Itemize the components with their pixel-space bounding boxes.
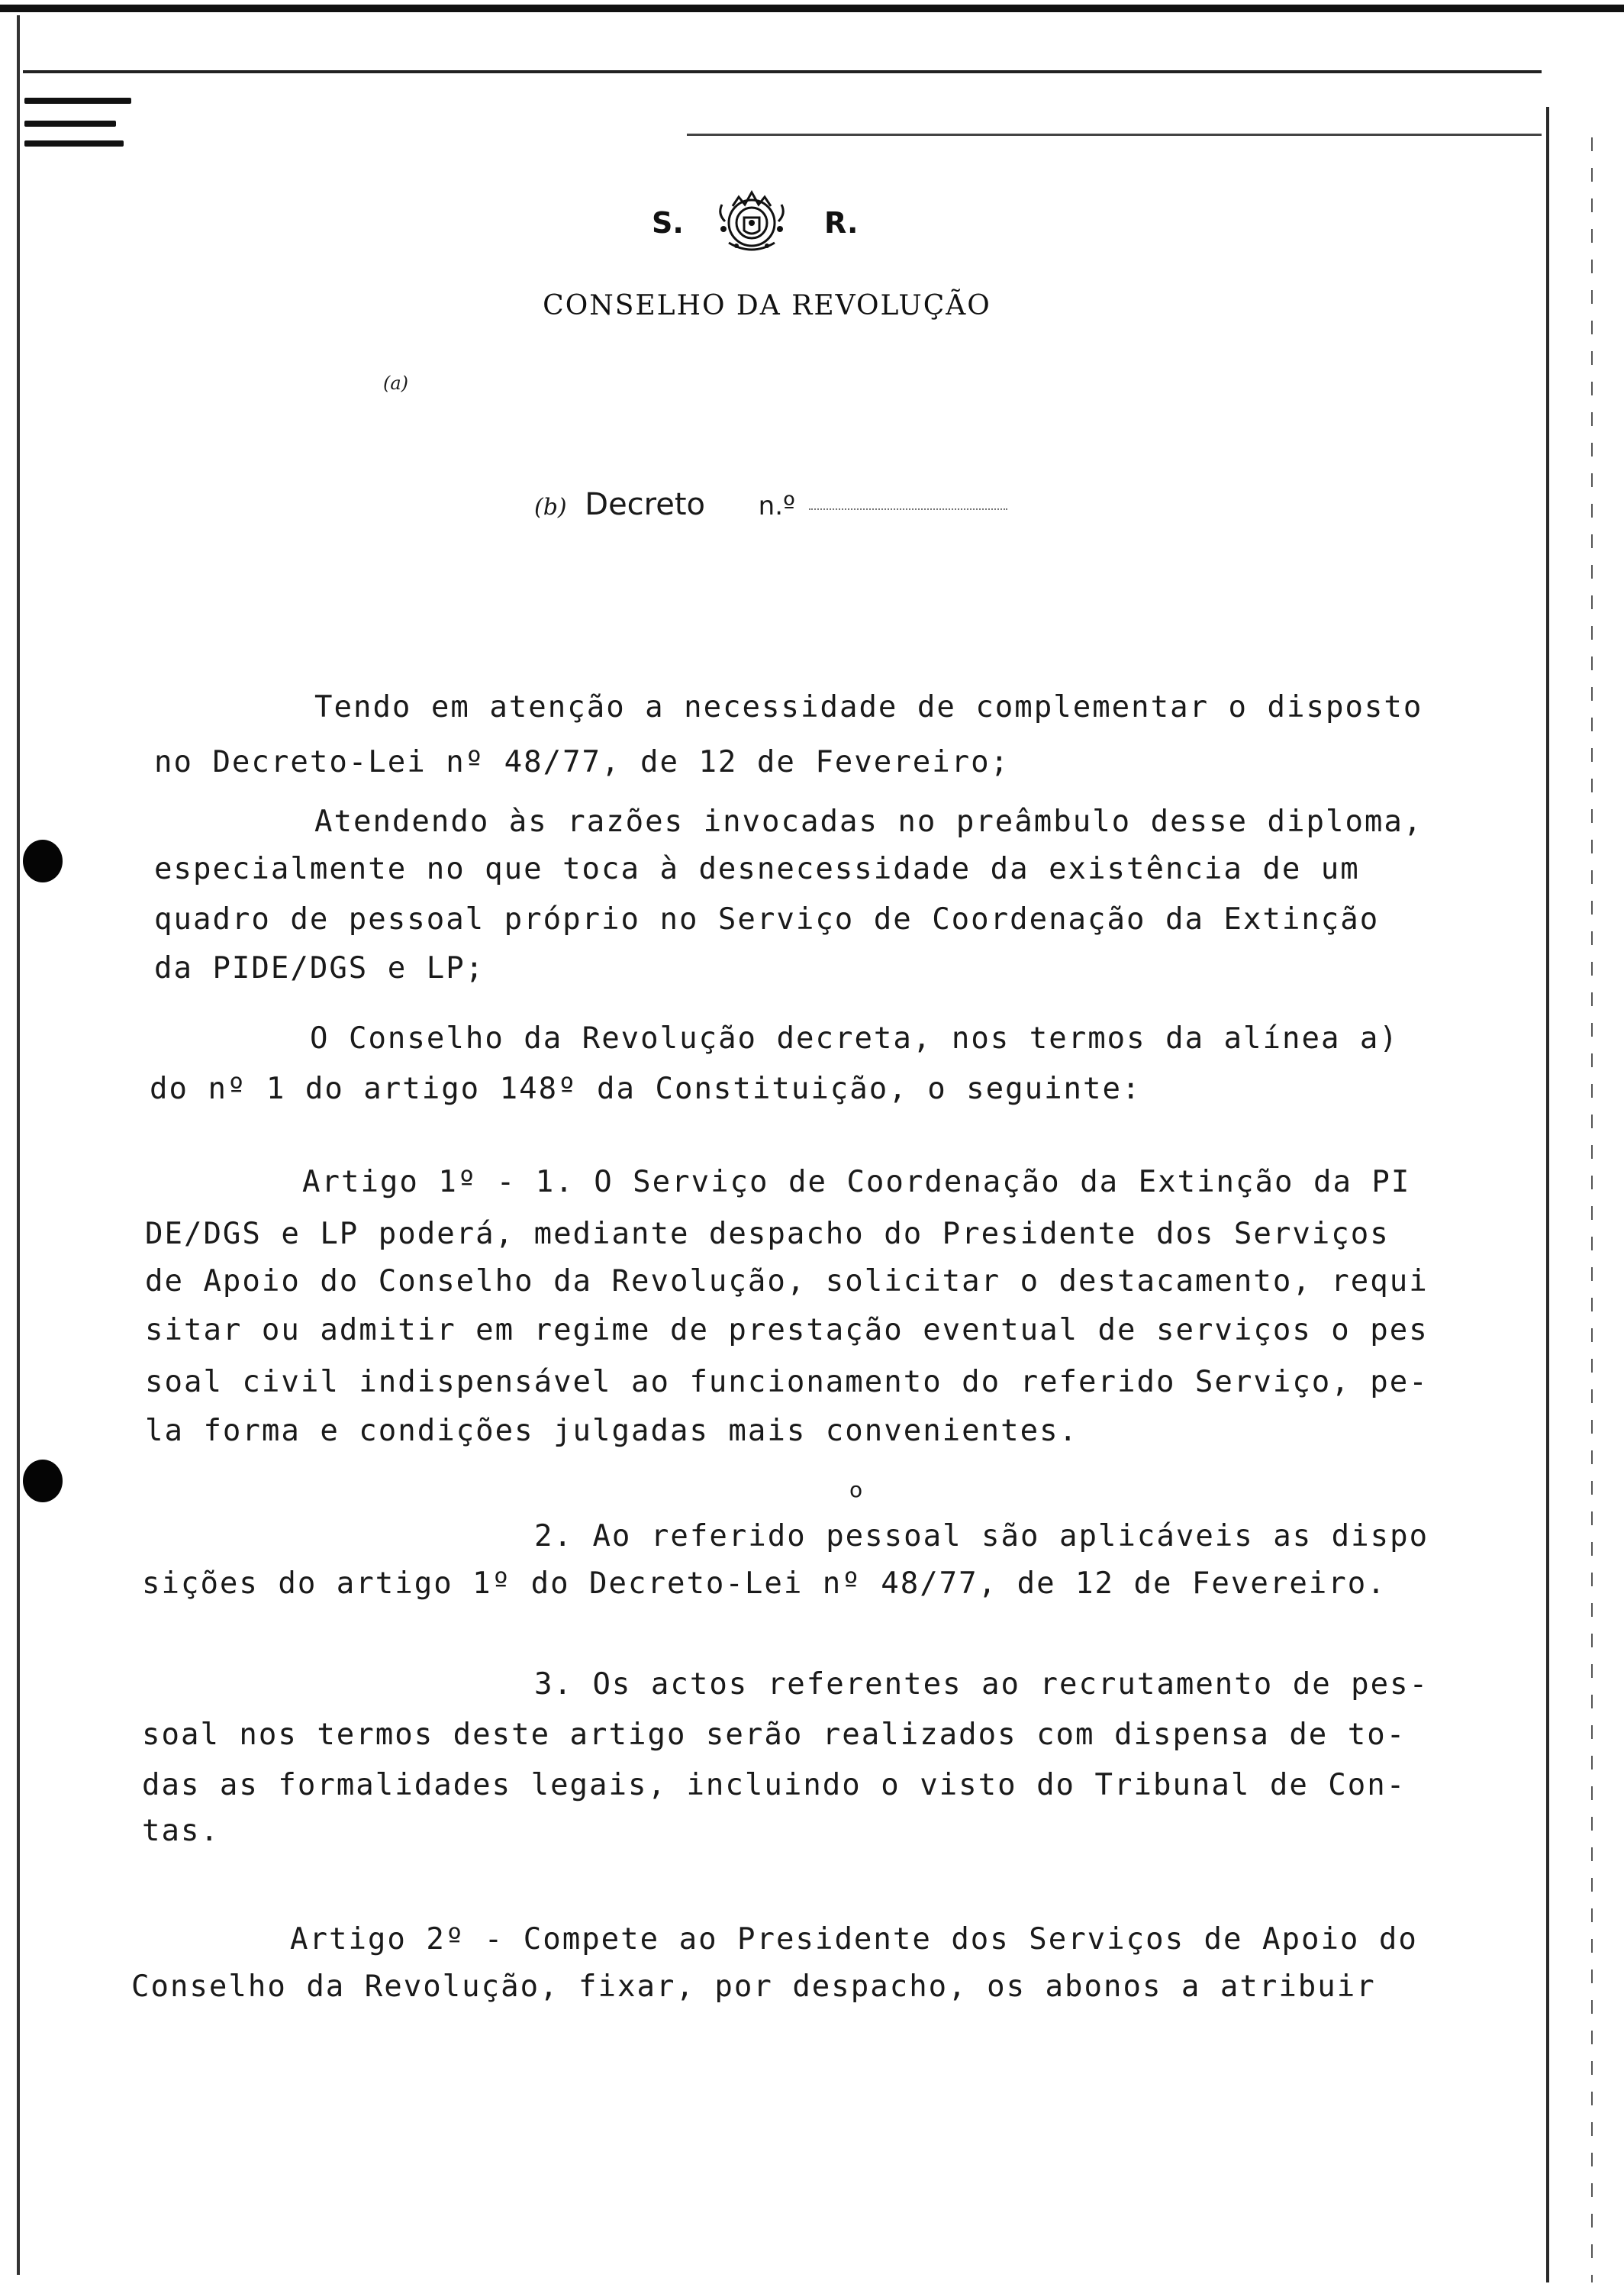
preamble-p2-line: quadro de pessoal próprio no Serviço de Coordenação da Extinção xyxy=(154,902,1380,937)
article-1-n2-line: 2. Ao referido pessoal são aplicáveis as dispo xyxy=(534,1519,1429,1553)
article-1-n3-line: tas. xyxy=(142,1814,220,1848)
article-1-n3-line: das as formalidades legais, incluindo o visto do Tribunal de Con- xyxy=(142,1768,1406,1802)
scan-right-border xyxy=(1546,107,1549,2282)
punch-hole xyxy=(23,840,63,882)
article-1-n3-line: soal nos termos deste artigo serão realizados com dispensa de to- xyxy=(142,1718,1406,1752)
decree-number-label: n.º xyxy=(758,491,796,521)
decree-number-blank xyxy=(809,508,1007,510)
scan-left-border xyxy=(17,15,20,2275)
decree-label: Decreto xyxy=(585,487,705,522)
scan-top-edge xyxy=(0,5,1624,12)
preamble-p1-line: no Decreto-Lei nº 48/77, de 12 de Fevereiro; xyxy=(154,745,1010,779)
scan-header-rule xyxy=(687,134,1542,136)
article-1-n1-line: Artigo 1º - 1. O Serviço de Coordenação da Extinção da PI xyxy=(302,1165,1411,1199)
field-label-a: (a) xyxy=(383,373,409,394)
emblem-letter-s: S. xyxy=(652,206,684,240)
article-1-n1-line: de Apoio do Conselho da Revolução, solicitar o destacamento, requi xyxy=(145,1264,1429,1298)
preamble-p3-line: O Conselho da Revolução decreta, nos termos da alínea a) xyxy=(310,1021,1399,1056)
margin-mark-line xyxy=(24,140,124,147)
punch-hole xyxy=(23,1460,63,1502)
field-label-b: (b) xyxy=(534,494,567,521)
letterhead-emblem xyxy=(0,183,1624,267)
preamble-p2-line: da PIDE/DGS e LP; xyxy=(154,951,485,986)
margin-mark-line xyxy=(24,121,116,127)
article-2-line: Artigo 2º - Compete ao Presidente dos Serviços de Apoio do xyxy=(290,1922,1418,1957)
article-2-line: Conselho da Revolução, fixar, por despacho, os abonos a atribuir xyxy=(131,1969,1376,2004)
preamble-p1-line: Tendo em atenção a necessidade de complementar o disposto xyxy=(314,690,1423,724)
scan-top-rule xyxy=(23,70,1542,73)
article-1-n2-line: sições do artigo 1º do Decreto-Lei nº 48/77, de 12 de Fevereiro. xyxy=(142,1566,1387,1601)
article-1-n3-line: 3. Os actos referentes ao recrutamento de pes- xyxy=(534,1667,1429,1702)
coat-of-arms-icon xyxy=(702,183,801,260)
decree-number-line xyxy=(534,487,1007,533)
scan-right-edge-noise xyxy=(1591,137,1593,2282)
article-1-n1-line: DE/DGS e LP poderá, mediante despacho do Presidente dos Serviços xyxy=(145,1217,1390,1251)
article-1-n1-line: la forma e condições julgadas mais convenientes. xyxy=(145,1414,1079,1448)
preamble-p2-line: Atendendo às razões invocadas no preâmbulo desse diploma, xyxy=(314,805,1423,839)
preamble-p2-line: especialmente no que toca à desnecessidade da existência de um xyxy=(154,852,1360,886)
emblem-letter-r: R. xyxy=(824,206,859,240)
article-1-n1-line: soal civil indispensável ao funcionamento do referido Serviço, pe- xyxy=(145,1365,1429,1399)
margin-circle-mark: o xyxy=(849,1477,863,1502)
council-heading: CONSELHO DA REVOLUÇÃO xyxy=(543,290,991,321)
margin-mark-line xyxy=(24,98,131,104)
preamble-p3-line: do nº 1 do artigo 148º da Constituição, o seguinte: xyxy=(150,1072,1142,1106)
article-1-n1-line: sitar ou admitir em regime de prestação eventual de serviços o pes xyxy=(145,1313,1429,1347)
